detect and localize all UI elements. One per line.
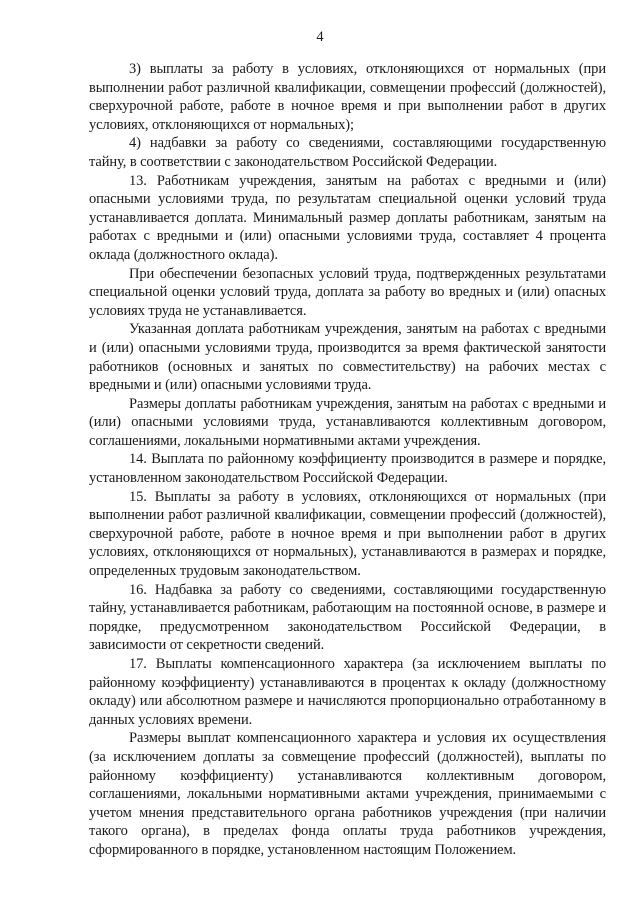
document-body (89, 60, 606, 860)
paragraph-surcharge-amounts: Размеры доплаты работникам учреждения, занятым на работах с вредными и (или) опасными условиями труда, устанавливаются коллективным договором, соглашениями, локальными нормативными актами учреждения. (89, 395, 606, 449)
paragraph-17-compensation-payments: 17. Выплаты компенсационного характера (за исключением выплаты по районному коэффициенту) устанавливаются в процентах к окладу (должностному окладу) или абсолютном размере и начисляются пропорционально отработанному в данных условиях времени. (89, 656, 606, 728)
paragraph-item-4-state-secret-allowance: 4) надбавки за работу со сведениями, составляющими государственную тайну, в соответствии с законодательством Российской Федерации. (89, 135, 606, 170)
paragraph-16-state-secret-allowance: 16. Надбавка за работу со сведениями, составляющими государственную тайну, устанавливается работникам, работающим на постоянной основе, в размере и порядке, предусмотренном законодательством Российской Федерации, в зависимости от секретности сведений. (89, 581, 606, 654)
paragraph-surcharge-actual-time: Указанная доплата работникам учреждения, занятым на работах с вредными и (или) опасными условиями труда, производится за время фактической занятости работников (основных и занятых по совместительству) на рабочих местах с вредными и (или) опасными условиями труда. (89, 321, 606, 394)
paragraph-item-3-payments-abnormal-conditions: 3) выплаты за работу в условиях, отклоняющихся от нормальных (при выполнении работ различной квалификации, совмещении профессий (должностей), сверхурочной работе, работе в ночное время и при выполнении работ в других условиях, отклоняющихся от нормальных); (89, 61, 606, 133)
page-number: 4 (316, 29, 324, 45)
paragraph-14-regional-coefficient: 14. Выплата по районному коэффициенту производится в размере и порядке, установленном законодательством Российской Федерации. (89, 451, 606, 487)
paragraph-15-abnormal-conditions-payments: 15. Выплаты за работу в условиях, отклоняющихся от нормальных (при выполнении работ различной квалификации, совмещении профессий (должностей), сверхурочной работе, работе в ночное время и при выполнении работ в других условиях, отклоняющихся от нормальных), устанавливаются в размерах и порядке, определенных трудовым законодательством. (89, 488, 606, 580)
paragraph-safe-conditions-no-surcharge: При обеспечении безопасных условий труда, подтвержденных результатами специальной оценки условий труда, доплата за работу во вредных и (или) опасных условиях труда не устанавливается. (89, 265, 606, 319)
paragraph-13-hazardous-conditions-surcharge: 13. Работникам учреждения, занятым на работах с вредными и (или) опасными условиями труда, по результатам специальной оценки условий труда устанавливается доплата. Минимальный размер доплаты работникам, занятым на работах с вредными и (или) опасными условиями труда, составляет 4 процента оклада (должностного оклада). (89, 172, 606, 263)
paragraph-compensation-amounts-conditions: Размеры выплат компенсационного характера и условия их осуществления (за исключением доплаты за совмещение профессий (должностей), выплаты по районному коэффициенту) устанавливаются коллективным договором, соглашениями, локальными нормативными актами учреждения, принимаемыми с учетом мнения представительного органа работников учреждения (при наличии такого органа), в пределах фонда оплаты труда работников учреждения, сформированного в порядке, установленном настоящим Положением. (89, 730, 606, 858)
